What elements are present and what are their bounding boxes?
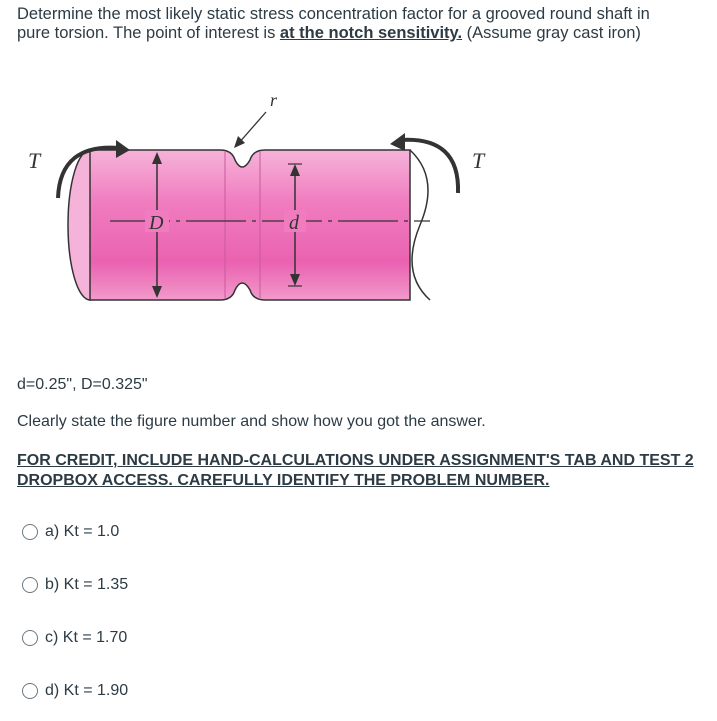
r-leader bbox=[238, 112, 266, 144]
shaft-body bbox=[90, 150, 410, 300]
question-emphasis: at the notch sensitivity. bbox=[279, 24, 463, 42]
option-label: b) Kt = 1.35 bbox=[45, 576, 129, 593]
label-T-right: T bbox=[472, 148, 485, 173]
radio-button[interactable] bbox=[22, 683, 38, 699]
label-d: d bbox=[289, 212, 299, 234]
label-T-left: T bbox=[28, 148, 41, 173]
label-D: D bbox=[149, 212, 164, 234]
given-dimensions: d=0.25", D=0.325" bbox=[17, 376, 148, 393]
shaft-diagram bbox=[20, 88, 485, 313]
credit-notice: FOR CREDIT, INCLUDE HAND-CALCULATIONS UNDER ASSIGNMENT'S TAB AND TEST 2 DROPBOX ACCESS. CAREFULLY IDENTIFY THE PROBLEM NUMBER. bbox=[17, 452, 694, 489]
option-a[interactable] bbox=[22, 521, 119, 543]
option-b[interactable] bbox=[22, 574, 128, 596]
grooved-shaft-figure bbox=[20, 88, 485, 318]
label-r: r bbox=[270, 90, 278, 110]
torque-arrowhead-right bbox=[390, 133, 405, 151]
option-label: a) Kt = 1.0 bbox=[45, 523, 120, 540]
option-label: d) Kt = 1.90 bbox=[45, 682, 129, 699]
radio-button[interactable] bbox=[22, 524, 38, 540]
option-d[interactable] bbox=[22, 680, 128, 702]
shaft-right-end bbox=[410, 150, 430, 300]
question-text-after: (Assume gray cast iron) bbox=[462, 24, 641, 42]
question-text bbox=[17, 5, 677, 43]
option-label: c) Kt = 1.70 bbox=[45, 629, 128, 646]
radio-button[interactable] bbox=[22, 577, 38, 593]
question-text-before: Determine the most likely static stress concentration factor for a grooved round shaft in pure torsion. The point of interest is bbox=[17, 5, 650, 42]
option-c[interactable] bbox=[22, 627, 127, 649]
instruction-text: Clearly state the figure number and show how you got the answer. bbox=[17, 413, 486, 430]
radio-button[interactable] bbox=[22, 630, 38, 646]
